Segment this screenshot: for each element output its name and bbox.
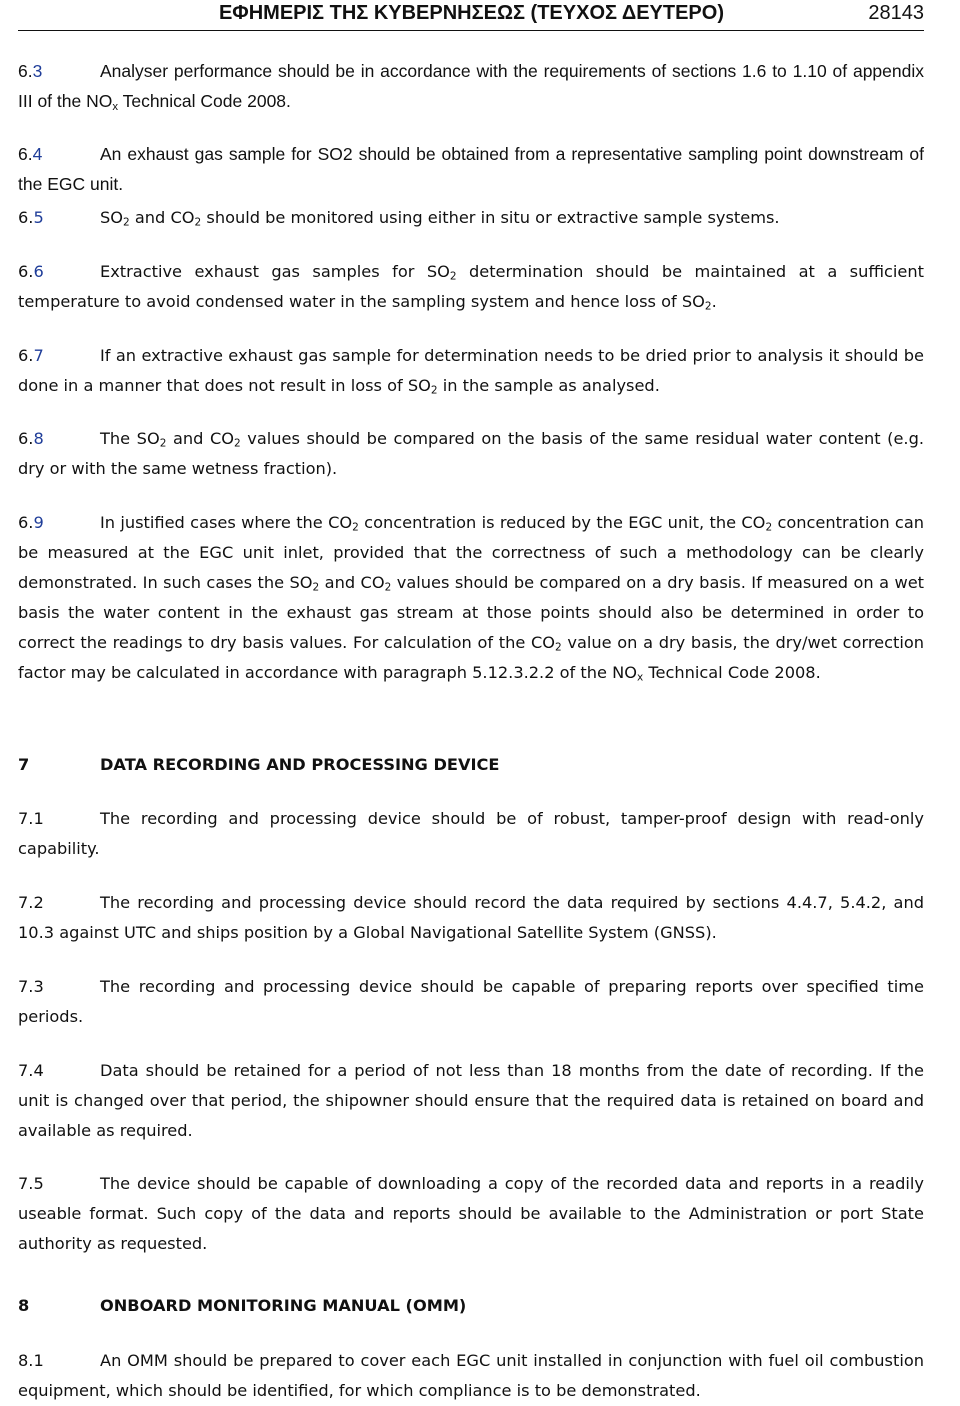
paragraph-6-8: 6.8 The $SO_2$ and $CO_2$ values should be compared on the basis of the same residual water content (e.g. dry or with the same wetness fraction). xyxy=(18,424,924,484)
page-header xyxy=(18,0,924,30)
section-8-heading: 8 ONBOARD MONITORING MANUAL (OMM) xyxy=(18,1296,467,1315)
paragraph-7-3: 7.3 The recording and processing device should be capable of preparing reports over specified time periods. xyxy=(18,972,924,1032)
paragraph-number: 6.9 xyxy=(18,513,44,532)
paragraph-7-4: 7.4 Data should be retained for a period of not less than 18 months from the date of recording. If the unit is changed over that period, the shipowner should ensure that the required data is retained on board and available as required. xyxy=(18,1056,924,1146)
paragraph-number: 6.6 xyxy=(18,262,44,281)
paragraph-number: 7.1 xyxy=(18,809,44,828)
paragraph-number: 6.3 xyxy=(18,61,43,81)
paragraph-number: 7.3 xyxy=(18,977,44,996)
paragraph-number: 8.1 xyxy=(18,1351,44,1370)
paragraph-number: 6.4 xyxy=(18,144,43,164)
paragraph-6-3: 6.3 Analyser performance should be in accordance with the requirements of sections 1.6 to 1.10 of appendix III of the $NO_x$ Technical Code 2008. xyxy=(18,56,924,116)
paragraph-number: 6.8 xyxy=(18,429,44,448)
header-rule xyxy=(18,30,924,31)
gazette-title: ΕΦΗΜΕΡΙΣ ΤΗΣ ΚΥΒΕΡΝΗΣΕΩΣ (ΤΕΥΧΟΣ ΔΕΥΤΕΡΟ) xyxy=(218,2,724,24)
paragraph-number: 7.4 xyxy=(18,1061,44,1080)
paragraph-number: 7.5 xyxy=(18,1174,44,1193)
paragraph-6-4: 6.4 An exhaust gas sample for SO2 should be obtained from a representative sampling point downstream of the EGC unit. xyxy=(18,139,924,199)
paragraph-6-9: 6.9 In justified cases where the $CO_2$ concentration is reduced by the EGC unit, the $CO_2$ concentration can be measured at the EGC unit inlet, provided that the correctness of such a methodology can be clearly demonstrated. In such cases the $SO_2$ and $CO_2$ values should be compared on a dry basis. If measured on a wet basis the water content in the exhaust gas stream at those points should also be determined in order to correct the readings to dry basis values. For calculation of the $CO_2$ value on a dry basis, the dry/wet correction factor may be calculated in accordance with paragraph 5.12.3.2.2 of the $NO_x$ Technical Code 2008. xyxy=(18,508,924,688)
section-7-heading: 7 DATA RECORDING AND PROCESSING DEVICE xyxy=(18,755,500,774)
paragraph-number: 6.5 xyxy=(18,208,44,227)
paragraph-7-2: 7.2 The recording and processing device should record the data required by sections 4.4.7, 5.4.2, and 10.3 against UTC and ships position by a Global Navigational Satellite System (GNSS). xyxy=(18,888,924,948)
paragraph-6-7: 6.7 If an extractive exhaust gas sample for determination needs to be dried prior to analysis it should be done in a manner that does not result in loss of $SO_2$ in the sample as analysed. xyxy=(18,341,924,401)
paragraph-8-1: 8.1 An OMM should be prepared to cover each EGC unit installed in conjunction with fuel oil combustion equipment, which should be identified, for which compliance is to be demonstrated. xyxy=(18,1346,924,1406)
paragraph-6-6: 6.6 Extractive exhaust gas samples for $SO_2$ determination should be maintained at a sufficient temperature to avoid condensed water in the sampling system and hence loss of $SO_2$. xyxy=(18,257,924,317)
paragraph-6-5: 6.5 $SO_2$ and $CO_2$ should be monitored using either in situ or extractive sample systems. xyxy=(18,203,924,233)
document-page xyxy=(18,0,924,1404)
paragraph-7-1: 7.1 The recording and processing device should be of robust, tamper-proof design with read-only capability. xyxy=(18,804,924,864)
page-number: 28143 xyxy=(868,2,924,24)
paragraph-number: 6.7 xyxy=(18,346,44,365)
paragraph-7-5: 7.5 The device should be capable of downloading a copy of the recorded data and reports in a readily useable format. Such copy of the data and reports should be available to the Administration or port State authority as requested. xyxy=(18,1169,924,1259)
paragraph-number: 7.2 xyxy=(18,893,44,912)
